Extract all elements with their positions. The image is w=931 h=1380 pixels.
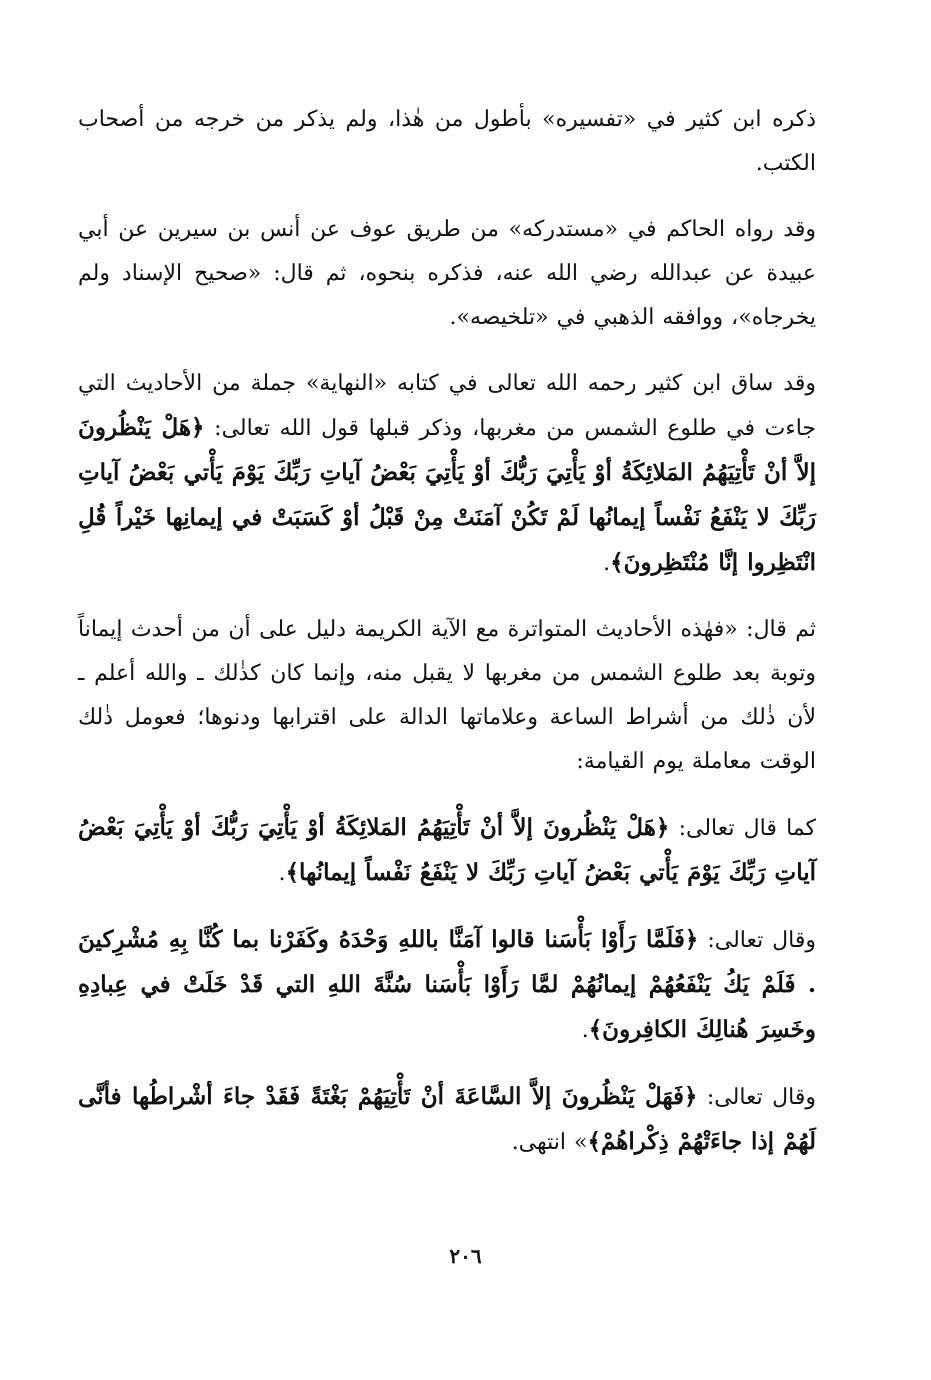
quran-verse: ﴿هَلْ يَنْظُرونَ إلاَّ أنْ تَأْتِيَهُمُ المَلائِكَةُ أوْ يَأْتِيَ رَبُّكَ أوْ يَأْتِيَ بَعْضُ آياتِ رَبِّكَ يَوْمَ يَأْتي بَعْضُ آياتِ رَبِّكَ لا يَنْفَعُ نَفْساً إيمانُها لَمْ تَكُنْ آمَنَتْ مِنْ قَبْلُ أوْ كَسَبَتْ في إيمانِها خَيْراً قُلِ انْتَظِروا إنَّا مُنْتَظِرونَ﴾ [78, 414, 816, 576]
quran-verse: ﴿فَهَلْ يَنْظُرونَ إلاَّ السَّاعَةَ أنْ تَأْتِيَهُمْ بَغْتَةً فَقَدْ جاءَ أشْراطُها فأنَّى لَهُمْ إذا جاءَتْهُمْ ذِكْراهُمْ﴾ [78, 1083, 816, 1155]
paragraph-2 [78, 208, 816, 340]
quran-verse: ﴿هَلْ يَنْظُرونَ إلاَّ أنْ تَأْتِيَهُمُ المَلائِكَةُ أوْ يَأْتِيَ رَبُّكَ أوْ يَأْتِيَ بَعْضُ آياتِ رَبِّكَ يَوْمَ يَأْتي بَعْضُ آياتِ رَبِّكَ لا يَنْفَعُ نَفْساً إيمانُها﴾ [78, 814, 816, 886]
paragraph-6 [78, 918, 816, 1053]
paragraph-5 [78, 806, 816, 896]
paragraph-6-end: . [581, 1018, 589, 1043]
paragraph-1-text: ذكره ابن كثير في «تفسيره» بأطول من هٰذا، ولم يذكر من خرجه من أصحاب الكتب. [78, 107, 816, 176]
paragraph-1 [78, 98, 816, 186]
paragraph-7-text: وقال تعالى: [697, 1085, 816, 1110]
paragraph-3-end: . [603, 551, 611, 576]
paragraph-6-text: وقال تعالى: [698, 928, 816, 953]
paragraph-2-text: وقد رواه الحاكم في «مستدركه» من طريق عوف عن أنس بن سيرين عن أبي عبيدة عن عبدالله رضي الله عنه، فذكره بنحوه، ثم قال: «صحيح الإسناد ولم يخرجاه»، ووافقه الذهبي في «تلخيصه». [78, 217, 816, 330]
paragraph-5-text: كما قال تعالى: [669, 816, 816, 841]
paragraph-3 [78, 362, 816, 586]
paragraph-4 [78, 608, 816, 784]
quran-verse: ﴿فَلَمَّا رَأَوْا بَأْسَنا قالوا آمَنَّا باللهِ وَحْدَهُ وكَفَرْنا بما كُنَّا بِهِ مُشْرِكينَ . فَلَمْ يَكُ يَنْفَعُهُمْ إيمانُهُمْ لمَّا رَأَوْا بَأْسَنا سُنَّةَ اللهِ التي قَدْ خَلَتْ في عِبادِهِ وخَسِرَ هُنالِكَ الكافِرونَ﴾ [78, 926, 816, 1043]
page-body [78, 98, 816, 1165]
paragraph-5-end: . [278, 861, 286, 886]
paragraph-4-text: ثم قال: «فهٰذه الأحاديث المتواترة مع الآية الكريمة دليل على أن من أحدث إيماناً وتوبة بعد طلوع الشمس من مغربها لا يقبل منه، وإنما كان كذٰلك ـ والله أعلم ـ لأن ذٰلك من أشراط الساعة وعلاماتها الدالة على اقترابها ودنوها؛ فعومل ذٰلك الوقت معاملة يوم القيامة: [78, 617, 816, 774]
paragraph-3-text: وقد ساق ابن كثير رحمه الله تعالى في كتابه «النهاية» جملة من الأحاديث التي جاءت في طلوع الشمس من مغربها، وذكر قبلها قول الله تعالى: [78, 371, 816, 441]
paragraph-7 [78, 1075, 816, 1165]
page-number: ٢٠٦ [449, 1244, 482, 1268]
paragraph-7-end: » انتهى. [511, 1130, 588, 1155]
